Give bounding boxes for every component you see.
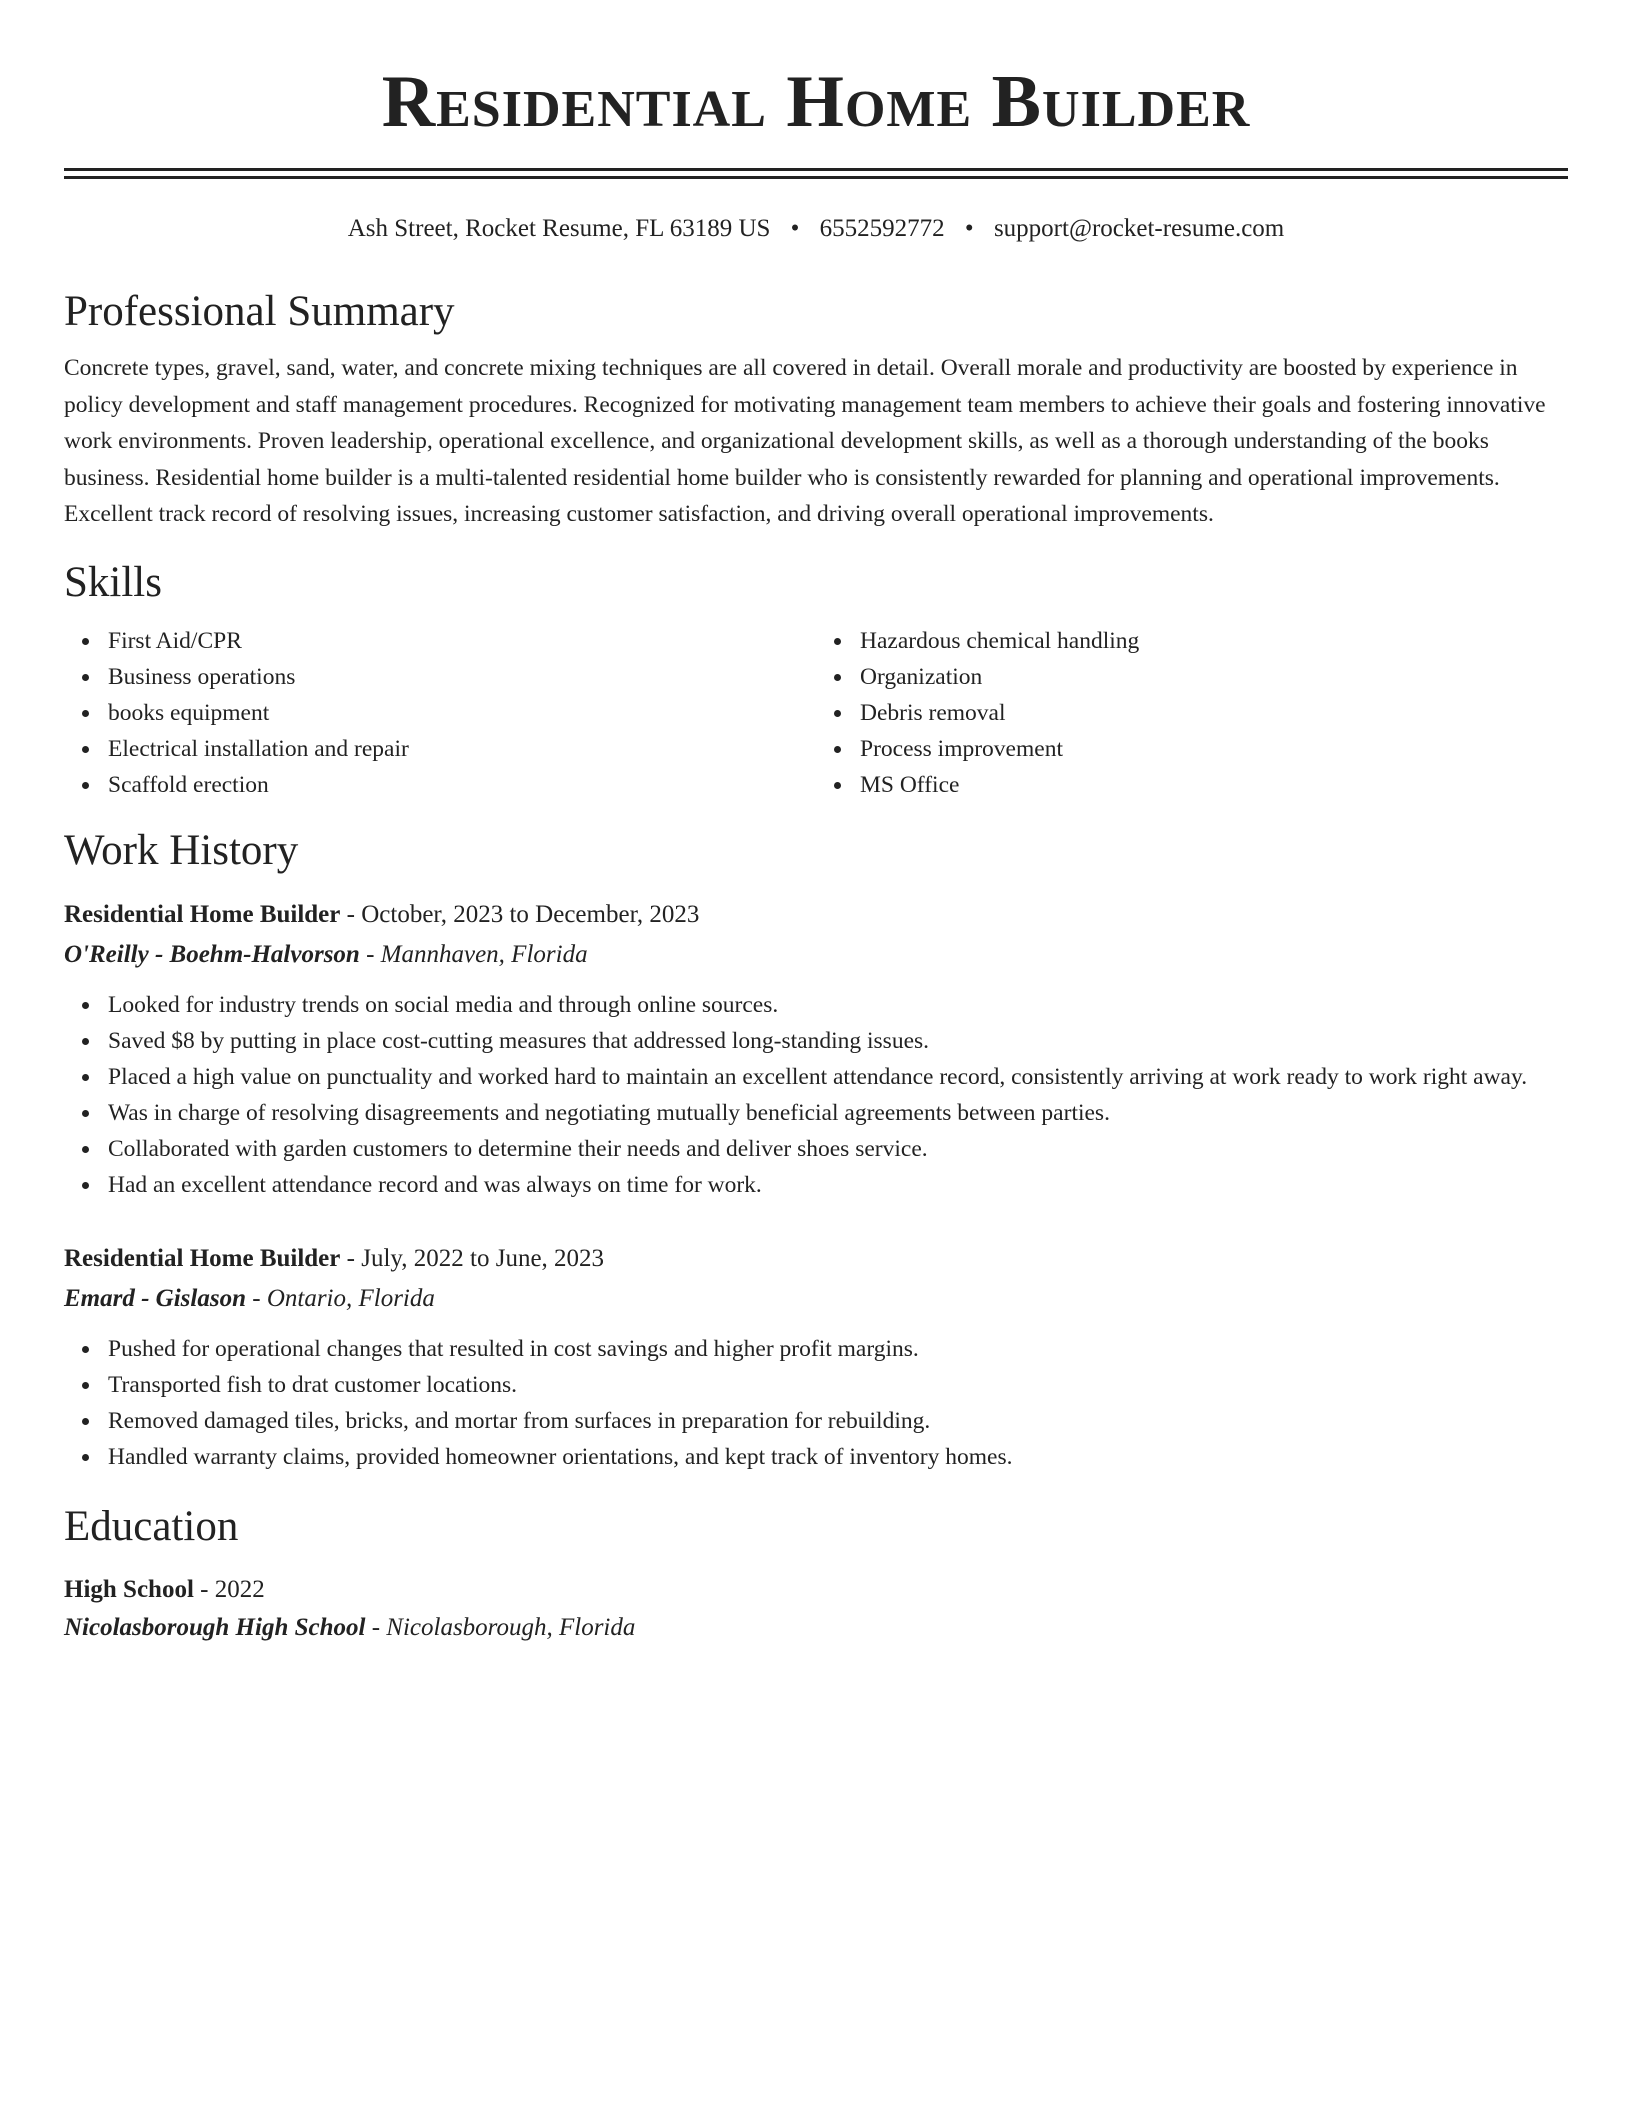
skill-item: Debris removal [860, 695, 1568, 731]
job-bullet: Removed damaged tiles, bricks, and mortar from surfaces in preparation for rebuilding. [108, 1403, 1568, 1439]
job-bullet: Saved $8 by putting in place cost-cutting measures that addressed long-standing issues. [108, 1023, 1568, 1059]
job-dates: July, 2022 to June, 2023 [361, 1244, 605, 1272]
education-heading: Education [64, 1502, 239, 1550]
skill-item: Business operations [108, 659, 816, 695]
header-divider [64, 168, 1568, 179]
resume-name: Residential Home Builder [381, 61, 1251, 143]
job-bullet: Handled warranty claims, provided homeowner orientations, and kept track of inventory homes. [108, 1439, 1568, 1475]
contact-address: Ash Street, Rocket Resume, FL 63189 US [347, 215, 771, 242]
job-company-line [64, 1279, 1568, 1319]
summary-text: Concrete types, gravel, sand, water, and concrete mixing techniques are all covered in detail. Overall morale and productivity are boosted by experience in policy development and staff management procedures. Recognized for motivating management team members to achieve their goals and fostering innovative work environments. Proven leadership, operational excellence, and organizational development skills, as well as a thorough understanding of the books business. Residential home builder is a multi-talented residential home builder who is consistently rewarded for planning and operational improvements. Excellent track record of resolving issues, increasing customer satisfaction, and driving overall operational improvements. [64, 355, 1546, 527]
job-bullet: Pushed for operational changes that resulted in cost savings and higher profit margins. [108, 1331, 1568, 1367]
job-role: Residential Home Builder [64, 1244, 341, 1272]
education-location: Nicolasborough, Florida [386, 1613, 636, 1641]
education-entry [64, 1571, 1568, 1647]
skill-item: MS Office [860, 767, 1568, 803]
job-bullet: Placed a high value on punctuality and worked hard to maintain an excellent attendance record, consistently arriving at work ready to work right away. [108, 1059, 1568, 1095]
job-bullets [64, 1331, 1568, 1475]
contact-phone: 6552592772 [819, 215, 945, 242]
education-dash: - [365, 1613, 387, 1641]
work-history-heading: Work History [64, 826, 299, 874]
job-dates: October, 2023 to December, 2023 [361, 900, 700, 928]
job-dash: - [340, 1244, 362, 1272]
job-bullets [64, 987, 1568, 1203]
job-company: O'Reilly - Boehm-Halvorson [64, 940, 360, 968]
job-dash: - [340, 900, 362, 928]
contact-line [64, 212, 1568, 246]
job-bullet: Transported fish to drat customer locations. [108, 1367, 1568, 1403]
skills-list [64, 623, 1568, 803]
skill-item: Scaffold erection [108, 767, 816, 803]
skill-item: Process improvement [860, 731, 1568, 767]
education-header [64, 1571, 1568, 1609]
job-header [64, 1239, 1568, 1279]
contact-email: support@rocket-resume.com [993, 215, 1285, 242]
education-school-line [64, 1609, 1568, 1647]
education-degree: High School [64, 1575, 194, 1603]
education-year: 2022 [214, 1575, 265, 1603]
job-company-line [64, 935, 1568, 975]
skills-heading: Skills [64, 558, 162, 606]
job-location: Mannhaven, Florida [380, 940, 588, 968]
skill-item: Hazardous chemical handling [860, 623, 1568, 659]
job-company: Emard - Gislason [64, 1284, 246, 1312]
education-school: Nicolasborough High School [64, 1613, 366, 1641]
skill-item: Electrical installation and repair [108, 731, 816, 767]
job-dash: - [245, 1284, 267, 1312]
job-header [64, 895, 1568, 935]
job-entry [64, 1239, 1568, 1475]
contact-separator: • [964, 215, 974, 242]
skill-item: books equipment [108, 695, 816, 731]
education-dash: - [193, 1575, 215, 1603]
job-location: Ontario, Florida [266, 1284, 435, 1312]
skill-item: First Aid/CPR [108, 623, 816, 659]
job-dash: - [359, 940, 381, 968]
contact-separator: • [790, 215, 800, 242]
job-entry [64, 895, 1568, 1203]
job-bullet: Collaborated with garden customers to determine their needs and deliver shoes service. [108, 1131, 1568, 1167]
job-bullet: Was in charge of resolving disagreements and negotiating mutually beneficial agreements between parties. [108, 1095, 1568, 1131]
skill-item: Organization [860, 659, 1568, 695]
skills-column-left [64, 623, 816, 803]
summary-heading: Professional Summary [64, 288, 455, 335]
job-role: Residential Home Builder [64, 900, 341, 928]
job-bullet: Had an excellent attendance record and was always on time for work. [108, 1167, 1568, 1203]
job-bullet: Looked for industry trends on social media and through online sources. [108, 987, 1568, 1023]
skills-column-right [816, 623, 1568, 803]
